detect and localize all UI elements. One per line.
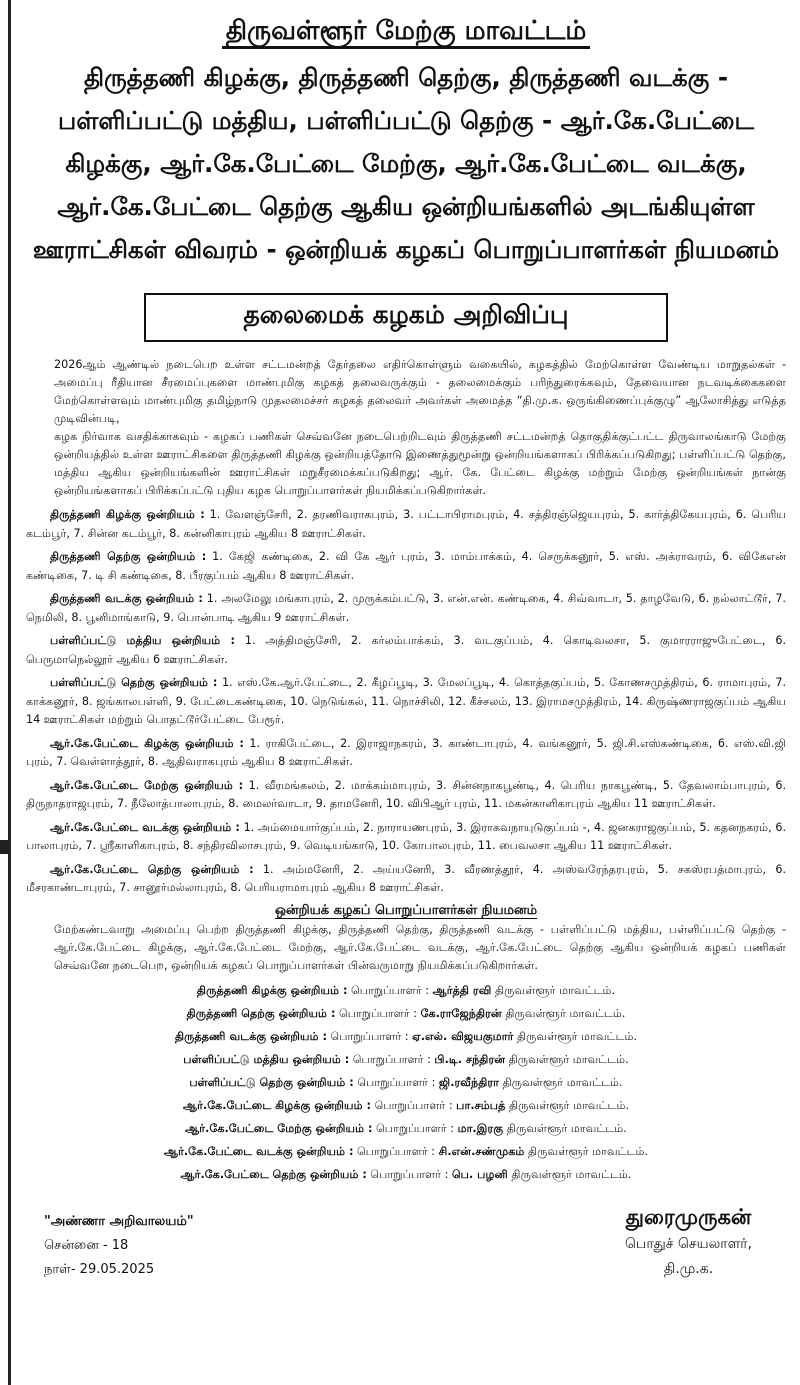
union-name: திருத்தணி கிழக்கு ஒன்றியம் :: [50, 508, 205, 521]
union-panchayat-list: [26, 506, 786, 898]
union-entry: [26, 861, 786, 898]
intro-paragraph-1: 2026ஆம் ஆண்டில் நடைபெற உள்ள சட்டமன்றத் தேர்தலை எதிர்கொள்ளும் வகையில், கழகத்தில் மேற்கொள்ள வேண்டிய மாறுதல்கள் - அமைப்பு ரீதியான சீரமைப்புகளை மாண்புமிகு கழகத் தலைவருக்கும் - தலைமைக்கும் பரிந்துரைக்கவும், தேவையான நடவடிக்கைகளை மேற்கொள்ளவும் மாண்புமிகு தமிழ்நாடு முதலமைச்சர் கழகத் தலைவர் அவர்கள் அமைத்த “தி.மு.க. ஒருங்கிணைப்புக்குழு” ஆலோசித்து எடுத்த முடிவின்படி,: [54, 358, 786, 425]
appointee-name: மா.இரகு: [457, 1121, 504, 1135]
union-name: பள்ளிப்பட்டு தெற்கு ஒன்றியம் :: [50, 676, 218, 689]
union-panchayats: 1. வீரமங்கலம், 2. மாக்கம்மாபுரம், 3. சின்னநாகபூண்டி, 4. பெரிய நாகபூண்டி, 5. தேவலாம்பாபுரம், 6. திருநாதராஜபுரம், 7. நீலோத்பாலாபுரம், 8. மைலர்வாடா, 9. தாமனேரி, 10. விபிஆர் புரம், 11. மகன்காளிகாபுரம் ஆகிய 11 ஊராட்சிகள்.: [26, 778, 786, 810]
intro-paragraph-2: கழக நிர்வாக வசதிக்காகவும் - கழகப் பணிகள் செவ்வனே நடைபெற்றிடவும் திருத்தணி சட்டமன்றத் தொகுதிக்குட்பட்ட திருவாலங்காடு மேற்கு ஒன்றியத்தில் உள்ள ஊராட்சிகளை திருத்தணி கிழக்கு ஒன்றியத்தோடு இணைத்துமூன்று ஒன்றியங்களாகப் பிரிக்கப்படுகிறது; பள்ளிப்பட்டு தெற்கு, மத்திய ஆகிய ஒன்றியங்களின் ஊராட்சிகள் மறுசீரமைக்கப்படுகிறது; ஆர். கே. பேட்டை கிழக்கு மற்றும் மேற்கு ஒன்றியங்கள் நான்கு ஒன்றியங்களாகப் பிரிக்கப்பட்டு புதிய கழக பொறுப்பாளர்கள் நியமிக்கப்படுகிறார்கள்.: [54, 430, 786, 497]
notice-date: நாள்- 29.05.2025: [44, 1261, 155, 1277]
appointee-name: பெ. பழனி: [451, 1167, 508, 1181]
appointee-name: ஏ.எல். விஜயகுமார்: [412, 1029, 514, 1043]
union-panchayats: 1. எஸ்.கே.ஆர்.பேட்டை, 2. கீழப்பூடி, 3. மேலப்பூடி, 4. கொத்தகுப்பம், 5. கோணசமுத்திரம், 6. ராமாபுரம், 7. காக்கனூர், 8. ஜங்காலபள்ளி, 9. பேட்டைகண்டிகை, 10. நெடுங்கல், 11. நொச்சிலி, 12. கீச்சலம், 13. இராமசமுத்திரம், 14. கிருஷ்ணராஜகுப்பம் ஆகிய 14 ஊராட்சிகள் மற்றும் பொதட்டூர்பேட்டை பேரூர்.: [26, 676, 787, 726]
border-notch: [0, 840, 8, 854]
headline-line: பள்ளிப்பட்டு மத்திய, பள்ளிப்பட்டு தெற்கு - ஆர்.கே.பேட்டை: [58, 106, 754, 135]
headline: [20, 56, 792, 271]
appointment-row: திருத்தணி கிழக்கு ஒன்றியம் : பொறுப்பாளர் : ஆர்த்தி ரவி திருவள்ளூர் மாவட்டம்.: [196, 983, 616, 997]
left-border-rule: [0, 0, 11, 1385]
union-name: ஆர்.கே.பேட்டை வடக்கு ஒன்றியம் :: [50, 820, 240, 834]
headline-line: ஆர்.கே.பேட்டை தெற்கு ஆகிய ஒன்றியங்களில் அடங்கியுள்ள: [57, 192, 755, 221]
appointee-name: கே.ராஜேந்திரன்: [420, 1006, 502, 1020]
union-entry: [26, 632, 786, 669]
headline-line: கிழக்கு, ஆர்.கே.பேட்டை மேற்கு, ஆர்.கே.பேட்டை வடக்கு,: [65, 149, 747, 178]
union-entry: [26, 735, 786, 772]
signature-block: [625, 1202, 752, 1282]
appointment-intro: மேற்கண்டவாறு அமைப்பு பெற்ற திருத்தணி கிழக்கு, திருத்தணி தெற்கு, திருத்தணி வடக்கு - பள்ளிப்பட்டு மத்திய, பள்ளிப்பட்டு தெற்கு - ஆர்.கே.பேட்டை கிழக்கு, ஆர்.கே.பேட்டை மேற்கு, ஆர்.கே.பேட்டை வடக்கு, ஆர்.கே.பேட்டை தெற்கு ஆகிய ஒன்றியக் கழகப் பணிகள் செவ்வனே நடைபெற, ஒன்றியக் கழகப் பொறுப்பாளர்கள் பின்வருமாறு நியமிக்கப்படுகிறார்கள்.: [54, 922, 786, 972]
union-entry: [26, 548, 786, 585]
union-entry: [26, 590, 786, 627]
union-panchayats: 1. அம்மனேரி, 2. அய்யனேரி, 3. வீரணத்தூர், 4. அஸ்வரேந்தரபுரம், 5. சகஸ்ரபத்மாபுரம், 6. மீசரகாண்டாபுரம், 7. சானூர்மல்லாபுரம், 8. பெரியராமாபுரம் ஆகிய 8 ஊராட்சிகள்.: [26, 862, 787, 894]
appointment-row: ஆர்.கே.பேட்டை கிழக்கு ஒன்றியம் : பொறுப்பாளர் : பா.சம்பத் திருவள்ளூர் மாவட்டம்.: [182, 1098, 630, 1112]
notice-page: [20, 0, 792, 1312]
union-name: ஆர்.கே.பேட்டை தெற்கு ஒன்றியம் :: [50, 862, 254, 876]
office-address: [44, 1210, 194, 1282]
party-name: தி.மு.க.: [663, 1260, 714, 1277]
office-name: "அண்ணா அறிவாலயம்": [44, 1213, 194, 1229]
union-name: திருத்தணி தெற்கு ஒன்றியம் :: [50, 550, 207, 563]
appointment-heading: ஒன்றியக் கழகப் பொறுப்பாளர்கள் நியமனம்: [274, 902, 538, 918]
appointee-name: பி.டி. சந்திரன்: [434, 1052, 506, 1066]
appointee-name: பா.சம்பத்: [456, 1098, 506, 1112]
appointment-row: ஆர்.கே.பேட்டை வடக்கு ஒன்றியம் : பொறுப்பாளர் : சி.என்.சண்முகம் திருவள்ளூர் மாவட்டம்.: [163, 1144, 649, 1158]
appointment-row: திருத்தணி தெற்கு ஒன்றியம் : பொறுப்பாளர் : கே.ராஜேந்திரன் திருவள்ளூர் மாவட்டம்.: [186, 1006, 626, 1020]
appointment-row: ஆர்.கே.பேட்டை மேற்கு ஒன்றியம் : பொறுப்பாளர் : மா.இரகு திருவள்ளூர் மாவட்டம்.: [185, 1121, 627, 1135]
union-panchayats: 1. கேஜி கண்டிகை, 2. வி கே ஆர் புரம், 3. மாம்பாக்கம், 4. செருக்கனூர், 5. எஸ். அக்ராவரம், 6. விகேஎன் கண்டிகை, 7. டி சி கண்டிகை, 8. பீரகுப்பம் ஆகிய 8 ஊராட்சிகள்.: [26, 550, 786, 582]
union-panchayats: 1. அத்திமஞ்சேரி, 2. கர்லம்பாக்கம், 3. வடகுப்பம், 4. கொடிவலசா, 5. குமாரராஜுபேட்டை, 6. பெருமாநெல்லூர் ஆகிய 6 ஊராட்சிகள்.: [26, 634, 786, 666]
appointment-row: பள்ளிப்பட்டு தெற்கு ஒன்றியம் : பொறுப்பாளர் : ஜி.ரவீந்திரா திருவள்ளூர் மாவட்டம்.: [189, 1075, 623, 1089]
union-entry: [26, 777, 786, 814]
union-panchayats: 1. அம்மையார்குப்பம், 2. நாராயணபுரம், 3. இராகவநாயுடுகுப்பம் -, 4. ஜனகராஜகுப்பம், 5. கதனநகரம், 6. பாலாபுரம், 7. ஸ்ரீகாளிகாபுரம், 8. சந்திரவிலாசபுரம், 9. வெடியங்காடு, 10. கோபாலபுரம், 11. பைவலசா ஆகிய 11 ஊராட்சிகள்.: [26, 820, 787, 852]
appointment-row: ஆர்.கே.பேட்டை தெற்கு ஒன்றியம் : பொறுப்பாளர் : பெ. பழனி திருவள்ளூர் மாவட்டம்.: [180, 1167, 632, 1181]
union-name: ஆர்.கே.பேட்டை கிழக்கு ஒன்றியம் :: [50, 736, 244, 750]
union-panchayats: 1. அலமேலு மங்காபுரம், 2. முருக்கம்பட்டு, 3. என்.என். கண்டிகை, 4. சிவ்வாடா, 5. தாழவேடு, 6. நல்லாட்டூர், 7. நெமிலி, 8. பூனிமாங்காடு, 9. பொன்பாடி ஆகிய 9 ஊராட்சிகள்.: [26, 592, 786, 624]
signatory-designation: பொதுச் செயலாளர்,: [625, 1235, 752, 1252]
union-panchayats: 1. வேளஞ்சேரி, 2. தரணிவராகபுரம், 3. பட்டாபிராமபுரம், 4. சத்திரஞ்ஜெயபுரம், 5. கார்த்திகேயபுரம், 6. பெரிய கடம்பூர், 7. சின்ன கடம்பூர், 8. கன்னிகாபுரம் ஆகிய 8 ஊராட்சிகள்.: [26, 508, 786, 540]
headline-line: திருத்தணி கிழக்கு, திருத்தணி தெற்கு, திருத்தணி வடக்கு -: [83, 63, 729, 92]
union-panchayats: 1. ராகிபேட்டை, 2. இராஜாநகரம், 3. காண்டாபுரம், 4. வங்கனூர், 5. ஜி.சி.எஸ்கண்டிகை, 6. எஸ்.வி.ஜி புரம், 7. வெள்ளாத்தூர், 8. ஆதிவராகபுரம் ஆகிய 8 ஊராட்சிகள்.: [26, 736, 786, 768]
union-name: பள்ளிப்பட்டு மத்திய ஒன்றியம் :: [50, 634, 235, 647]
union-name: திருத்தணி வடக்கு ஒன்றியம் :: [50, 592, 203, 605]
notice-footer: [20, 1202, 792, 1312]
appointee-name: சி.என்.சண்முகம்: [438, 1144, 525, 1158]
union-entry: [26, 819, 786, 856]
signatory-name: துரைமுருகன்: [625, 1204, 752, 1229]
headline-line: ஊராட்சிகள் விவரம் - ஒன்றியக் கழகப் பொறுப்பாளர்கள் நியமனம்: [32, 235, 780, 264]
office-city: சென்னை - 18: [44, 1237, 129, 1253]
union-entry: [26, 506, 786, 543]
intro-text: [26, 356, 786, 500]
union-name: ஆர்.கே.பேட்டை மேற்கு ஒன்றியம் :: [50, 778, 244, 792]
appointee-name: ஜி.ரவீந்திரா: [438, 1075, 499, 1089]
headquarters-announcement-box: தலைமைக் கழகம் அறிவிப்பு: [144, 293, 668, 342]
appointment-row: திருத்தணி வடக்கு ஒன்றியம் : பொறுப்பாளர் : ஏ.எல். விஜயகுமார் திருவள்ளூர் மாவட்டம்.: [174, 1029, 638, 1043]
appointee-name: ஆர்த்தி ரவி: [432, 983, 492, 997]
appointment-row: பள்ளிப்பட்டு மத்திய ஒன்றியம் : பொறுப்பாளர் : பி.டி. சந்திரன் திருவள்ளூர் மாவட்டம்.: [183, 1052, 629, 1066]
union-entry: [26, 674, 786, 730]
appointment-list: [20, 979, 792, 1186]
district-title: திருவள்ளூர் மேற்கு மாவட்டம்: [20, 16, 792, 46]
